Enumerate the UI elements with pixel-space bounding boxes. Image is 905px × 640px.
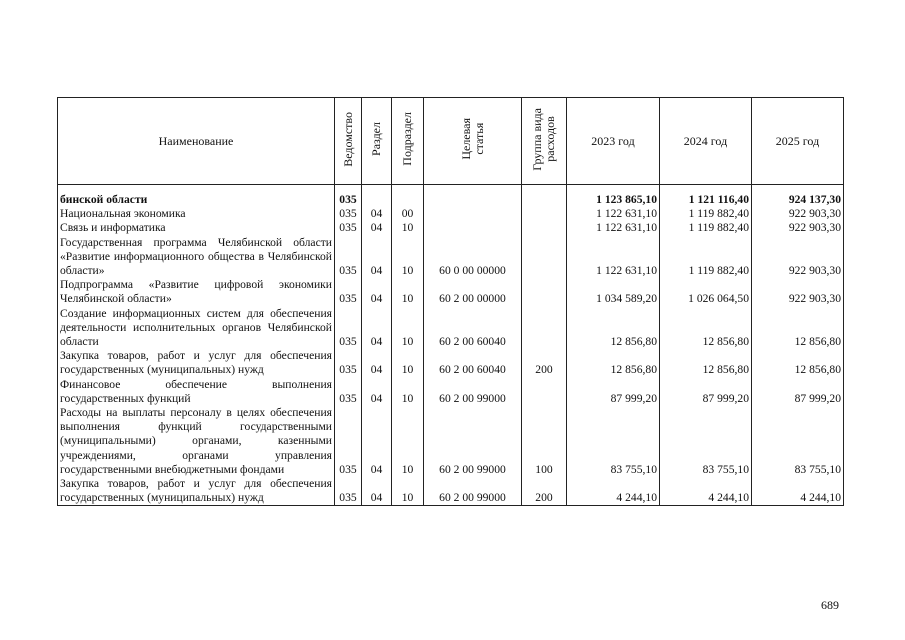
row-subsection: 10: [392, 221, 424, 235]
table-row: [58, 236, 844, 279]
row-subsection: 10: [392, 236, 424, 279]
row-value-2025: 12 856,80: [752, 307, 844, 350]
row-name: Финансовое обеспечение выполнения государственных функций: [58, 378, 335, 406]
header-subsection: Подраздел: [392, 98, 424, 185]
row-target: [424, 221, 522, 235]
row-value-2024: 83 755,10: [660, 406, 752, 477]
row-value-2023: 1 122 631,10: [567, 207, 660, 221]
row-department: 035: [335, 307, 362, 350]
row-subsection: 10: [392, 307, 424, 350]
row-expense-group: [522, 278, 567, 306]
row-section: [362, 193, 392, 207]
row-section: 04: [362, 278, 392, 306]
row-subsection: [392, 193, 424, 207]
row-expense-group: 100: [522, 406, 567, 477]
row-value-2023: 1 122 631,10: [567, 221, 660, 235]
header-target: Целевая статья: [424, 98, 522, 185]
row-section: 04: [362, 349, 392, 377]
row-value-2024: 12 856,80: [660, 349, 752, 377]
row-expense-group: [522, 307, 567, 350]
row-expense-group: 200: [522, 477, 567, 506]
row-name: Закупка товаров, работ и услуг для обеспечения государственных (муниципальных) нужд: [58, 477, 335, 506]
row-subsection: 10: [392, 349, 424, 377]
row-value-2025: 12 856,80: [752, 349, 844, 377]
row-target: 60 2 00 99000: [424, 477, 522, 506]
row-department: 035: [335, 406, 362, 477]
row-value-2024: 1 119 882,40: [660, 221, 752, 235]
row-section: 04: [362, 236, 392, 279]
row-value-2024: 1 119 882,40: [660, 236, 752, 279]
row-value-2023: 83 755,10: [567, 406, 660, 477]
row-value-2023: 12 856,80: [567, 307, 660, 350]
table-row: [58, 349, 844, 377]
row-target: [424, 207, 522, 221]
table-row: [58, 378, 844, 406]
row-expense-group: 200: [522, 349, 567, 377]
table-row: [58, 207, 844, 221]
row-value-2025: 87 999,20: [752, 378, 844, 406]
row-value-2024: 1 121 116,40: [660, 193, 752, 207]
header-2024: 2024 год: [660, 98, 752, 185]
row-section: 04: [362, 378, 392, 406]
budget-table: [57, 97, 844, 506]
row-subsection: 10: [392, 477, 424, 506]
row-name: Расходы на выплаты персоналу в целях обеспечения выполнения функций государственными (муниципальными) органами, казенными учреждениями, органами управления государственными внебюджетными фондами: [58, 406, 335, 477]
row-value-2024: 87 999,20: [660, 378, 752, 406]
row-expense-group: [522, 236, 567, 279]
row-name: Национальная экономика: [58, 207, 335, 221]
row-section: 04: [362, 307, 392, 350]
row-name: Подпрограмма «Развитие цифровой экономики Челябинской области»: [58, 278, 335, 306]
row-value-2025: 922 903,30: [752, 207, 844, 221]
header-expense-group: Группа вида расходов: [522, 98, 567, 185]
header-name: Наименование: [58, 98, 335, 185]
row-value-2025: 83 755,10: [752, 406, 844, 477]
row-expense-group: [522, 378, 567, 406]
row-value-2025: 924 137,30: [752, 193, 844, 207]
table-row: [58, 477, 844, 506]
row-subsection: 00: [392, 207, 424, 221]
row-target: 60 2 00 99000: [424, 378, 522, 406]
row-name: Создание информационных систем для обеспечения деятельности исполнительных органов Челябинской области: [58, 307, 335, 350]
row-expense-group: [522, 193, 567, 207]
table-row: [58, 406, 844, 477]
row-value-2023: 1 034 589,20: [567, 278, 660, 306]
row-value-2023: 1 123 865,10: [567, 193, 660, 207]
row-section: 04: [362, 477, 392, 506]
row-section: 04: [362, 207, 392, 221]
row-value-2025: 922 903,30: [752, 221, 844, 235]
row-department: 035: [335, 207, 362, 221]
row-value-2023: 12 856,80: [567, 349, 660, 377]
table-row: [58, 278, 844, 306]
row-value-2024: 4 244,10: [660, 477, 752, 506]
row-expense-group: [522, 221, 567, 235]
table-header-row: [58, 98, 844, 185]
row-value-2023: 87 999,20: [567, 378, 660, 406]
row-value-2023: 4 244,10: [567, 477, 660, 506]
row-target: 60 2 00 00000: [424, 278, 522, 306]
row-name: бинской области: [58, 193, 335, 207]
row-name: Связь и информатика: [58, 221, 335, 235]
header-section: Раздел: [362, 98, 392, 185]
row-expense-group: [522, 207, 567, 221]
row-subsection: 10: [392, 278, 424, 306]
row-department: 035: [335, 278, 362, 306]
row-subsection: 10: [392, 406, 424, 477]
table-row: [58, 307, 844, 350]
row-target: [424, 193, 522, 207]
row-department: 035: [335, 477, 362, 506]
table-spacer-row: [58, 185, 844, 194]
row-value-2025: 922 903,30: [752, 236, 844, 279]
row-value-2025: 922 903,30: [752, 278, 844, 306]
table-row: [58, 221, 844, 235]
row-target: 60 2 00 99000: [424, 406, 522, 477]
row-value-2024: 12 856,80: [660, 307, 752, 350]
row-value-2024: 1 026 064,50: [660, 278, 752, 306]
row-department: 035: [335, 193, 362, 207]
row-subsection: 10: [392, 378, 424, 406]
row-value-2023: 1 122 631,10: [567, 236, 660, 279]
header-department: Ведомство: [335, 98, 362, 185]
row-name: Закупка товаров, работ и услуг для обеспечения государственных (муниципальных) нужд: [58, 349, 335, 377]
row-target: 60 0 00 00000: [424, 236, 522, 279]
row-department: 035: [335, 378, 362, 406]
row-department: 035: [335, 349, 362, 377]
header-2025: 2025 год: [752, 98, 844, 185]
row-section: 04: [362, 406, 392, 477]
row-value-2025: 4 244,10: [752, 477, 844, 506]
row-target: 60 2 00 60040: [424, 307, 522, 350]
row-value-2024: 1 119 882,40: [660, 207, 752, 221]
header-2023: 2023 год: [567, 98, 660, 185]
row-name: Государственная программа Челябинской области «Развитие информационного общества в Челябинской области»: [58, 236, 335, 279]
row-department: 035: [335, 236, 362, 279]
row-target: 60 2 00 60040: [424, 349, 522, 377]
row-department: 035: [335, 221, 362, 235]
table-row: [58, 193, 844, 207]
row-section: 04: [362, 221, 392, 235]
page-number: 689: [821, 598, 839, 612]
